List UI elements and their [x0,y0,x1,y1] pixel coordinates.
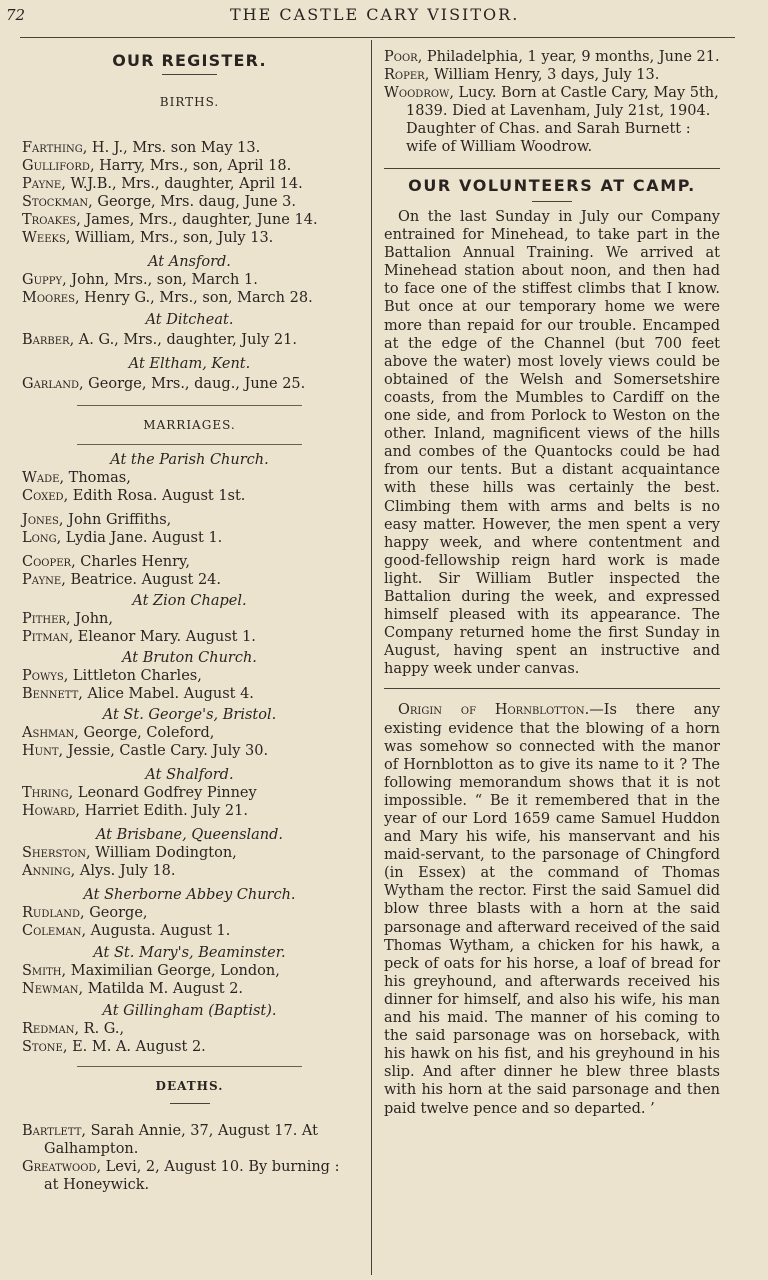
deaths-right-list [384,48,720,156]
marriages-sherborne [22,904,357,940]
entry-detail: , Henry G., Mrs., son, March 28. [74,290,313,306]
births-heading: BIRTHS. [159,95,220,109]
entry-surname: Farthing [22,140,83,156]
entry-surname: Jones [22,512,59,528]
entry-detail: , Matilda M. August 2. [78,981,244,997]
entry-surname: Roper [384,67,425,83]
entry-surname: Poor [384,49,418,65]
register-entry [384,48,720,66]
rule [77,444,302,445]
section-rule [384,688,720,689]
register-entry [22,175,357,193]
location-sherborne: At Sherborne Abbey Church. [83,887,296,903]
entry-surname: Newman [22,981,79,997]
marriages-brisbane [22,844,357,880]
entry-detail: , Charles Henry, [71,554,190,570]
entry-surname: Cooper [22,554,72,570]
entry-detail: , George, Mrs. daug, June 3. [88,194,296,210]
left-column [22,52,357,1194]
register-entry [22,157,357,175]
register-entry [22,962,357,980]
location-shalford: At Shalford. [145,767,234,783]
register-entry [22,571,357,589]
entry-surname: Long [22,530,57,546]
entry-detail: , William Dodington, [85,845,237,861]
location-eltham: At Eltham, Kent. [128,356,251,372]
register-entry [22,271,357,289]
deaths-left-list [22,1122,357,1194]
entry-detail: , Jessie, Castle Cary. July 30. [58,743,269,759]
entry-detail: , John, [65,611,113,627]
marriages-bruton-church [22,667,357,703]
entry-surname: Pitman [22,629,69,645]
entry-detail: , Thomas, [59,470,131,486]
entry-surname: Moores [22,290,75,306]
hornblotton-body: —Is there any existing evidence that the blowing of a horn was somehow so connected with the manor of Hornblotton as to give its name to it ? The following memorandum shows that it is not impossible. “ Be it remembered that in the year of our Lord 1659 came Samuel Huddon and Mary his wife, his manservant and his maid-servant, to the parsonage of Chingford (in Essex) at the command of Thomas Wytham the rector. First the said Samuel did blow three blasts with a horn at the said parsonage and afterward received of the said Thomas Wytham, a chicken for his hawk, a peck of oats for his horse, a loaf of bread for his greyhound, and afterwards received his dinner for himself, and also his wife, his man and his maid. The manner of his coming to the said parsonage was on horseback, with his hawk on his fist, and his greyhound in his slip. And after dinner he blew three blasts with his horn at the said parsonage and then paid twelve pence and so departed. ’ [384,702,720,1117]
rule [170,1103,210,1104]
location-parish-church: At the Parish Church. [110,452,269,468]
rule [532,201,572,202]
marriages-zion-chapel [22,610,357,646]
entry-surname: Coxed [22,488,64,504]
register-entry [22,289,357,307]
register-entry [22,980,357,998]
register-entry [22,724,357,742]
location-zion-chapel: At Zion Chapel. [132,593,247,609]
entry-surname: Stockman [22,194,89,210]
register-entry [22,784,357,802]
register-entry [22,193,357,211]
entry-detail: , A. G., Mrs., daughter, July 21. [69,332,297,348]
entry-surname: Ashman [22,725,75,741]
entry-detail: , Eleanor Mary. August 1. [68,629,256,645]
entry-detail: , Maximilian George, London, [61,963,280,979]
marriages-heading: MARRIAGES. [143,418,236,432]
hornblotton-paragraph [384,701,720,1117]
register-entry [22,862,357,880]
register-entry [22,667,357,685]
entry-detail: , Lucy. Born at Castle Cary, May 5th, 1839. Died at Lavenham, July 21st, 1904. Daughter of Chas. and Sarah Burnett : wife of William Woodrow. [406,85,719,155]
entry-surname: Woodrow [384,85,450,101]
rule [77,405,302,406]
register-entry [22,375,357,393]
entry-detail: , Lydia Jane. August 1. [56,530,223,546]
entry-detail: , Alice Mabel. August 4. [78,686,254,702]
entry-surname: Troakes [22,212,77,228]
marriages-parish-church [22,469,357,589]
entry-surname: Bennett [22,686,79,702]
entry-surname: Gulliford [22,158,90,174]
register-entry [22,1122,357,1158]
register-entry [22,628,357,646]
register-entry [22,511,357,529]
register-entry [22,229,357,247]
entry-detail: , William, Mrs., son, July 13. [65,230,274,246]
rule [77,1066,302,1067]
entry-detail: , John, Mrs., son, March 1. [62,272,258,288]
location-bruton-church: At Bruton Church. [122,650,257,666]
entry-surname: Garland [22,376,79,392]
volunteers-body: On the last Sunday in July our Company entrained for Minehead, to take part in the Battalion Annual Training. We arrived at Minehead station about noon, and then had to face one of the stiffest climbs that I know. But once at our temporary home we were more than repaid for our trouble. Encamped at the edge of the Channel (but 700 feet above the water) most lovely views could be obtained of the Welsh and Somersetshire coasts, from the Mumbles to Cardiff on the one side, and from Porlock to Weston on the other. Inland, magnificent views of the hills and combes of the Quantocks could be had from our tents. But a distant acquaintance with these hills was certainly the best. Climbing them with arms and belts is no easy matter. However, the men spent a very happy week, and where contentment and good-fellowship reign hard work is made light. Sir William Butler inspected the Battalion during the week, and expressed himself pleased with its appearance. The Company returned home the first Sunday in August, having spent an instructive and happy week under canvas. [384,209,720,678]
page-number: 72 [6,6,26,24]
register-entry [22,844,357,862]
location-st-georges: At St. George's, Bristol. [102,707,277,723]
entry-surname: Howard [22,803,76,819]
register-title: OUR REGISTER. [112,51,267,70]
entry-surname: Hunt [22,743,59,759]
entry-detail: , George, [80,905,148,921]
entry-detail: , Edith Rosa. August 1st. [63,488,246,504]
marriages-gillingham [22,1020,357,1056]
entry-detail: , George, Coleford, [74,725,215,741]
entry-surname: Thring [22,785,69,801]
eltham-list [22,375,357,393]
register-entry [22,139,357,157]
entry-surname: Guppy [22,272,63,288]
entry-detail: , Philadelphia, 1 year, 9 months, June 21. [417,49,720,65]
entry-surname: Rudland [22,905,80,921]
entry-surname: Wade [22,470,60,486]
hornblotton-title: Origin of Hornblotton. [398,702,590,719]
header-rule [20,37,735,38]
entry-detail: , James, Mrs., daughter, June 14. [76,212,318,228]
entry-surname: Greatwood [22,1159,97,1175]
register-entry [22,610,357,628]
register-entry [22,529,357,547]
section-rule [384,168,720,169]
entry-surname: Redman [22,1021,75,1037]
volunteers-title: OUR VOLUNTEERS AT CAMP. [408,176,696,195]
entry-surname: Pither [22,611,66,627]
register-entry [22,1020,357,1038]
register-entry [384,84,720,156]
register-entry [22,802,357,820]
location-beaminster: At St. Mary's, Beaminster. [93,945,286,961]
entry-detail: , Augusta. August 1. [81,923,231,939]
entry-detail: , Levi, 2, August 10. By burning : at Honeywick. [44,1159,340,1193]
entry-detail: , William Henry, 3 days, July 13. [424,67,660,83]
entry-detail: , Alys. July 18. [70,863,176,879]
entry-detail: , Harry, Mrs., son, April 18. [89,158,292,174]
deaths-heading: DEATHS. [155,1079,224,1093]
entry-detail: , H. J., Mrs. son May 13. [82,140,261,156]
births-list [22,139,357,247]
location-brisbane: At Brisbane, Queensland. [95,827,284,843]
running-header: THE CASTLE CARY VISITOR. [230,5,520,24]
entry-surname: Smith [22,963,62,979]
entry-detail: , Leonard Godfrey Pinney [68,785,257,801]
marriages-beaminster [22,962,357,998]
entry-surname: Weeks [22,230,66,246]
entry-surname: Payne [22,176,62,192]
entry-surname: Stone [22,1039,63,1055]
rule [162,74,217,75]
marriages-st-georges [22,724,357,760]
register-entry [384,66,720,84]
entry-surname: Anning [22,863,71,879]
register-entry [22,922,357,940]
register-entry [22,331,357,349]
location-ansford: At Ansford. [148,254,231,270]
entry-detail: , R. G., [74,1021,125,1037]
entry-surname: Sherston [22,845,86,861]
right-column [384,48,720,1118]
entry-surname: Barber [22,332,70,348]
entry-detail: , E. M. A. August 2. [62,1039,206,1055]
entry-surname: Payne [22,572,62,588]
entry-surname: Coleman [22,923,82,939]
register-entry [22,553,357,571]
ansford-list [22,271,357,307]
register-entry [22,904,357,922]
register-entry [22,1038,357,1056]
entry-detail: , Sarah Annie, 37, August 17. At Galhampton. [44,1123,318,1157]
register-entry [22,742,357,760]
column-divider [371,40,372,1275]
register-entry [22,211,357,229]
ditcheat-list [22,331,357,349]
entry-surname: Powys [22,668,64,684]
location-ditcheat: At Ditcheat. [145,312,234,328]
marriages-shalford [22,784,357,820]
register-entry [22,469,357,487]
entry-detail: , George, Mrs., daug., June 25. [78,376,306,392]
register-entry [22,487,357,505]
register-entry [22,1158,357,1194]
entry-detail: , John Griffiths, [58,512,172,528]
entry-detail: , Beatrice. August 24. [61,572,222,588]
entry-detail: , W.J.B., Mrs., daughter, April 14. [61,176,303,192]
entry-detail: , Harriet Edith. July 21. [75,803,248,819]
entry-detail: , Littleton Charles, [63,668,202,684]
register-entry [22,685,357,703]
location-gillingham: At Gillingham (Baptist). [102,1003,277,1019]
entry-surname: Bartlett [22,1123,82,1139]
